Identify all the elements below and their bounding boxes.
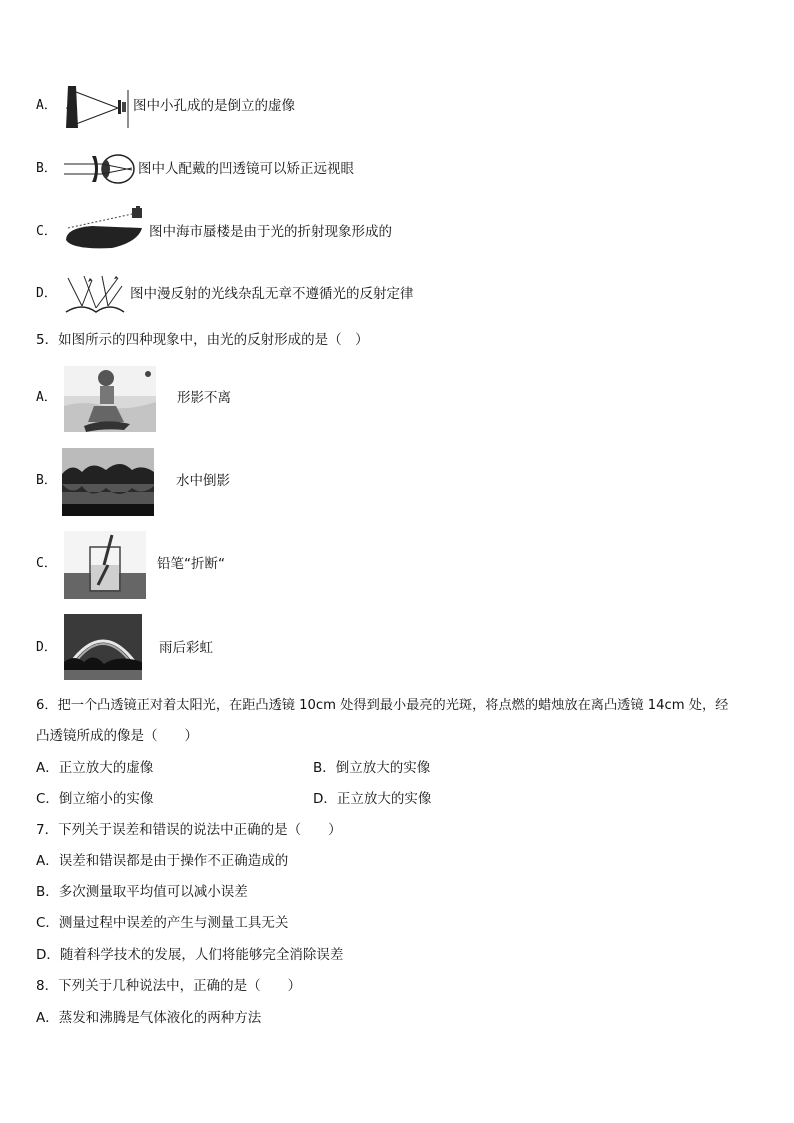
q6-stem-line1: 6．把一个凸透镜正对着太阳光，在距凸透镜 10cm 处得到最小最亮的光斑，将点燃的蜡烛放在离凸透镜 14cm 处，经 [36,698,729,713]
q5-option-d-label: D． [36,640,57,655]
q6-option-c: C．倒立缩小的实像 [36,791,154,807]
eye-lens-icon [62,152,136,186]
q8-stem: 8．下列关于几种说法中，正确的是（ ） [36,978,302,994]
q5-option-a-text: 形影不离 [177,390,231,406]
q4-option-b-label: B． [36,161,57,176]
q5-option-d-text: 雨后彩虹 [159,640,213,656]
pinhole-camera-icon [62,84,132,132]
q5-option-c-text: 铅笔“折断“ [157,556,225,572]
q6-stem-line2: 凸透镜所成的像是（ ） [36,728,198,744]
mirage-icon [62,206,146,254]
q5-option-b-text: 水中倒影 [176,473,230,489]
q8-option-a: A．蒸发和沸腾是气体液化的两种方法 [36,1010,262,1026]
q4-option-c-label: C． [36,224,57,239]
shadow-photo [64,366,156,432]
q7-option-b: B．多次测量取平均值可以减小误差 [36,884,248,900]
q6-option-d: D．正立放大的实像 [313,791,432,807]
q5-option-c-label: C． [36,556,57,571]
q4-option-a-text: 图中小孔成的是倒立的虚像 [133,98,295,114]
q4-option-b-text: 图中人配戴的凹透镜可以矫正远视眼 [138,161,354,177]
q5-stem: 5．如图所示的四种现象中，由光的反射形成的是（ ） [36,332,369,348]
q6-option-a: A．正立放大的虚像 [36,760,154,776]
q5-option-b-label: B． [36,473,57,488]
diffuse-reflection-icon [62,272,128,318]
q4-option-a-label: A． [36,98,57,113]
q7-option-c: C．测量过程中误差的产生与测量工具无关 [36,915,289,931]
water-reflection-photo [62,448,154,516]
q5-option-a-label: A． [36,390,57,405]
q4-option-d-label: D． [36,286,57,301]
q7-stem: 7．下列关于误差和错误的说法中正确的是（ ） [36,822,342,838]
q4-option-c-text: 图中海市蜃楼是由于光的折射现象形成的 [149,224,392,240]
pencil-in-glass-photo [64,531,146,599]
q4-option-d-text: 图中漫反射的光线杂乱无章不遵循光的反射定律 [130,286,414,302]
rainbow-photo [64,614,142,680]
q7-option-d: D．随着科学技术的发展，人们将能够完全消除误差 [36,947,344,963]
q7-option-a: A．误差和错误都是由于操作不正确造成的 [36,853,289,869]
q6-option-b: B．倒立放大的实像 [313,760,431,776]
